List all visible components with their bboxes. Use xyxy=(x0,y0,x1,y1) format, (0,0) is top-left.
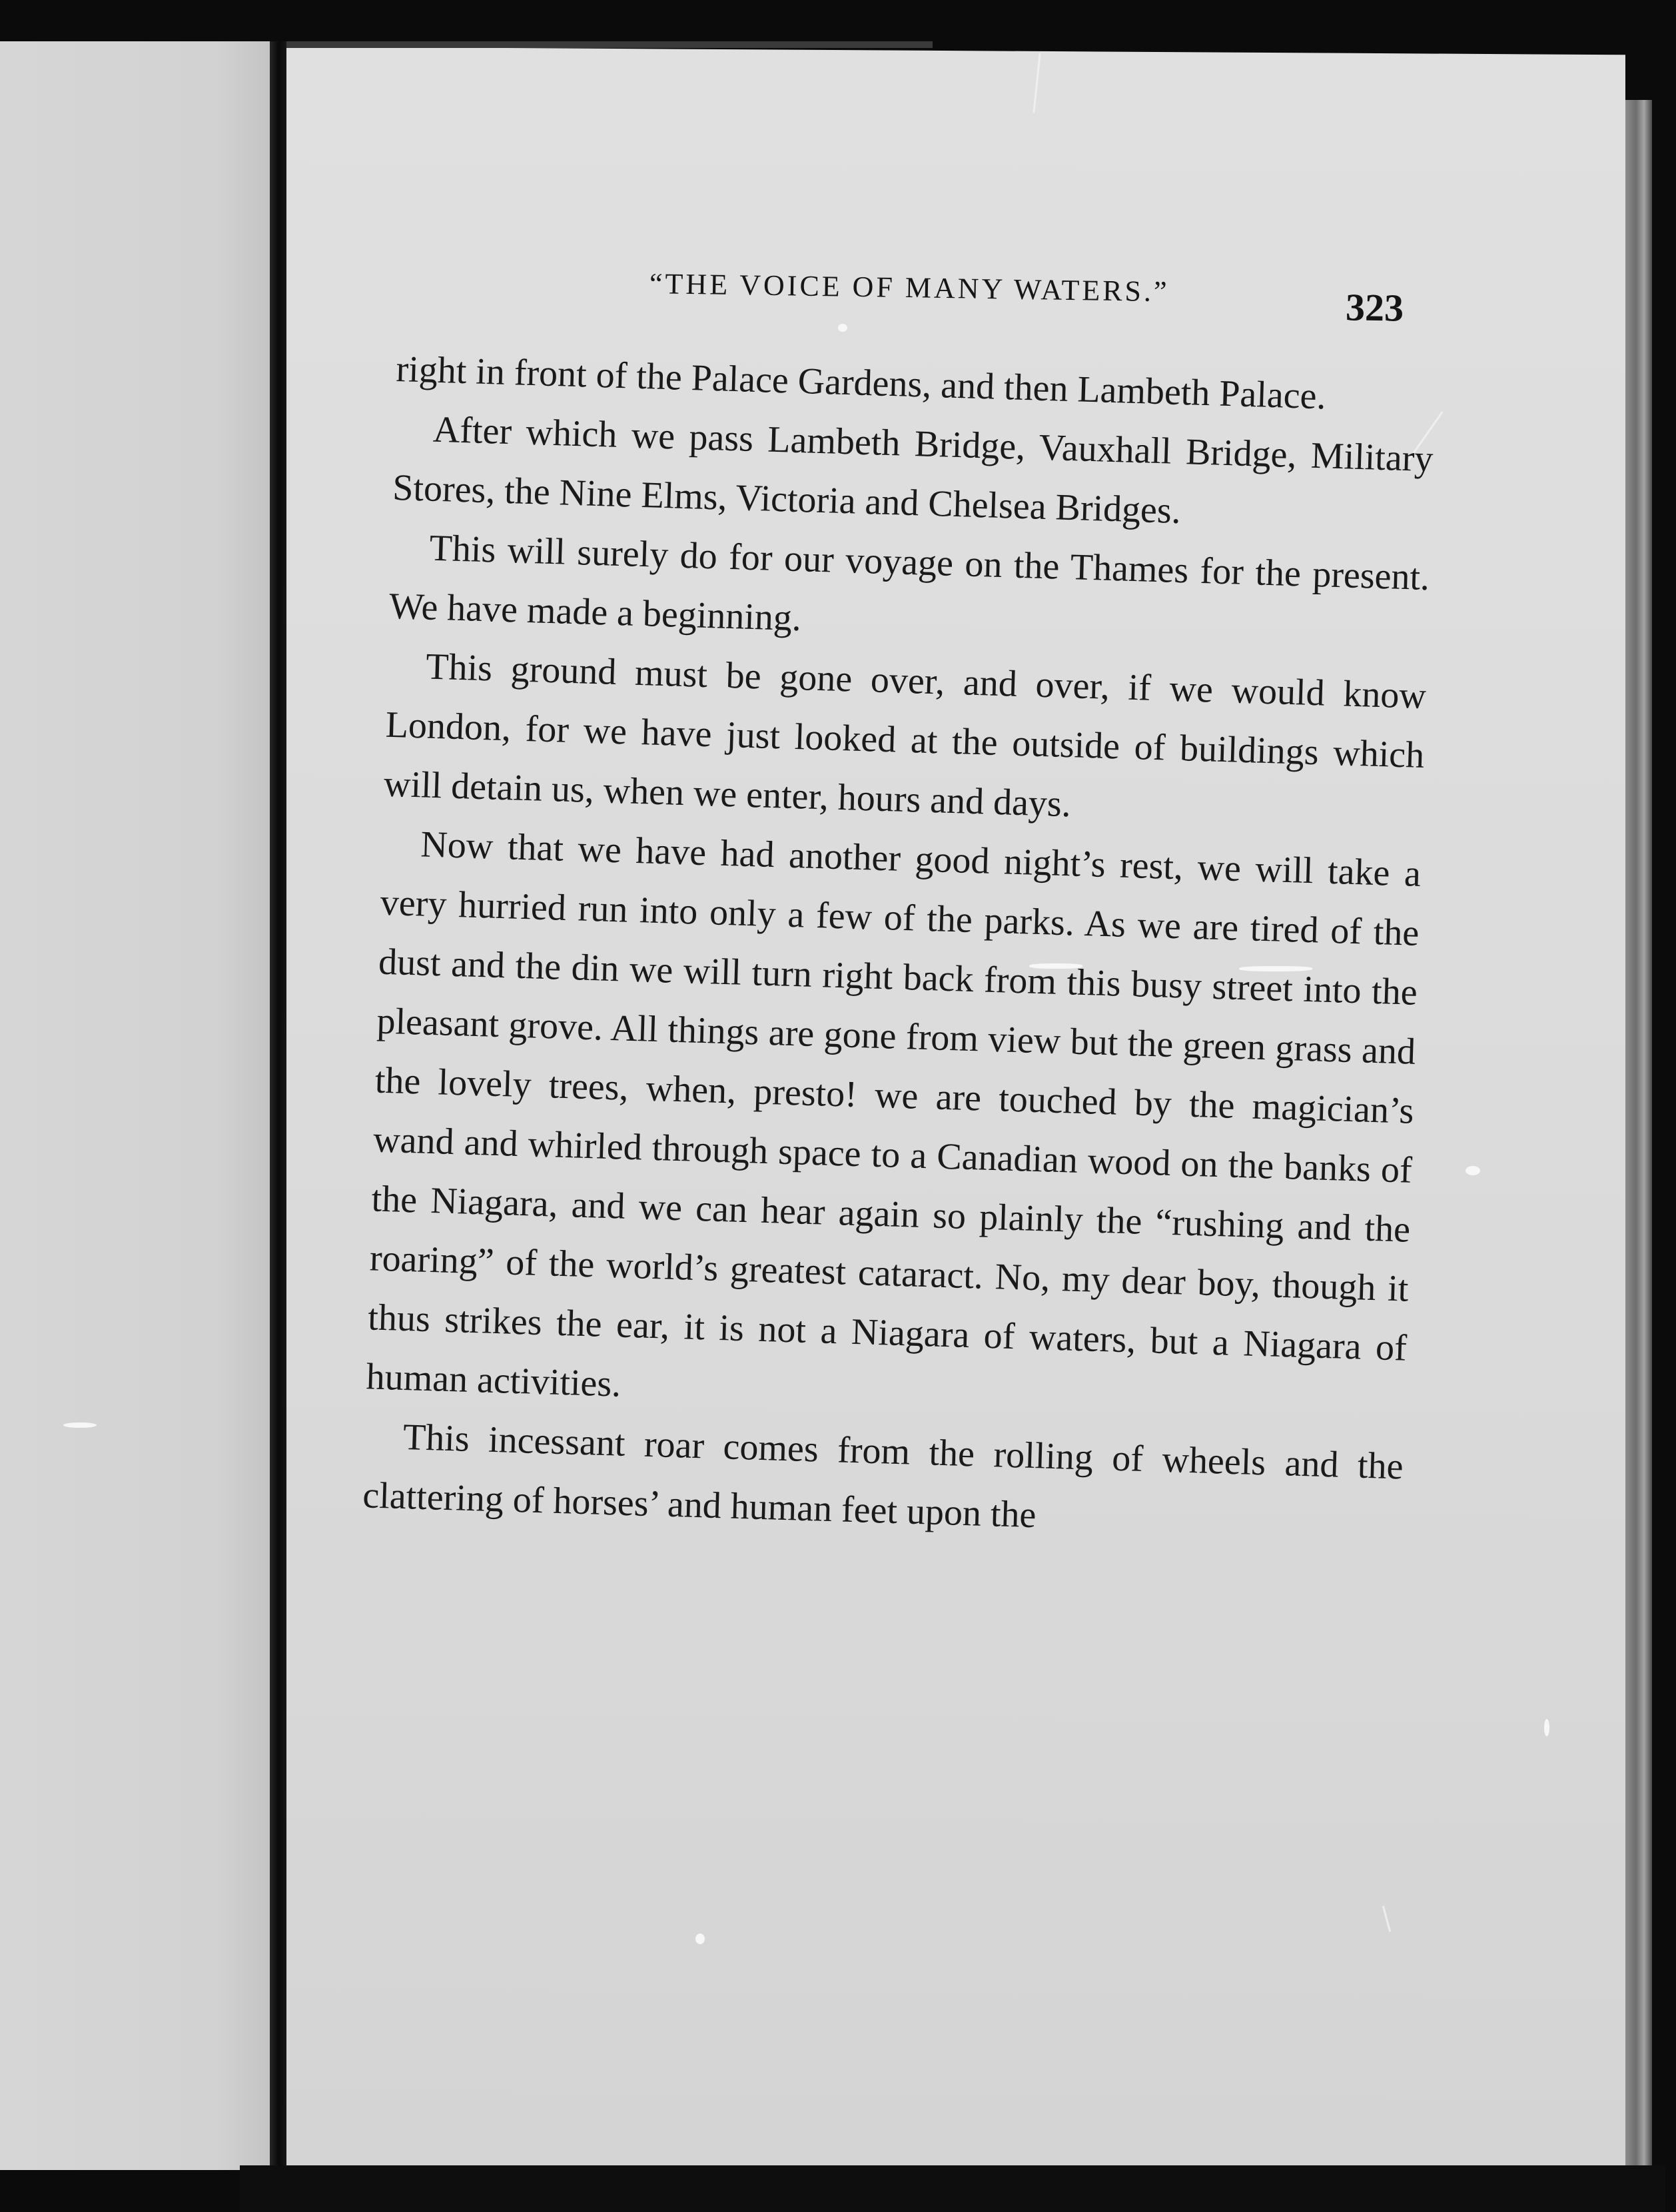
scan-speck xyxy=(695,1934,705,1944)
scan-speck xyxy=(1466,1166,1480,1175)
running-header: “THE VOICE OF MANY WATERS.” xyxy=(649,267,1170,308)
body-text xyxy=(362,340,1436,1556)
scan-speck xyxy=(838,324,847,332)
bottom-shadow xyxy=(240,2165,1665,2212)
scan-speck xyxy=(63,1422,97,1428)
page-block-edge xyxy=(1625,100,1652,2185)
paragraph: This incessant roar comes from the rolling of wheels and the clattering of horses’ and human feet upon the xyxy=(362,1416,1404,1536)
page-top-edge xyxy=(286,41,933,48)
page-number: 323 xyxy=(1345,285,1404,330)
paragraph: After which we pass Lambeth Bridge, Vauxhall Bridge, Military Stores, the Nine Elms, Victoria and Chelsea Bridges. xyxy=(392,408,1434,532)
left-facing-page xyxy=(0,41,270,2170)
paragraph: Now that we have had another good night’s rest, we will take a very hurried run into only a few of the parks. As we are tired of the dust and the din we will turn right back from this busy street into the pleasant grove. All things are gone from view but the green grass and the lovely trees, when, presto! we are touched by the magician’s wand and whirled through space to a Canadian wood on the banks of the Niagara, and we can hear again so plainly the “rushing and the roaring” of the world’s greatest cataract. No, my dear boy, though it thus strikes the ear, it is not a Niagara of waters, but a Niagara of human activities. xyxy=(365,824,1422,1405)
paragraph: right in front of the Palace Gardens, and then Lambeth Palace. xyxy=(395,348,1327,418)
paragraph: This will surely do for our voyage on the Thames for the present. We have made a beginning. xyxy=(388,527,1431,640)
paragraph: This ground must be gone over, and over, if we would know London, for we have just looked at the outside of buildings which will detain us, when we enter, hours and days. xyxy=(383,646,1427,826)
scan-speck xyxy=(1544,1719,1549,1736)
